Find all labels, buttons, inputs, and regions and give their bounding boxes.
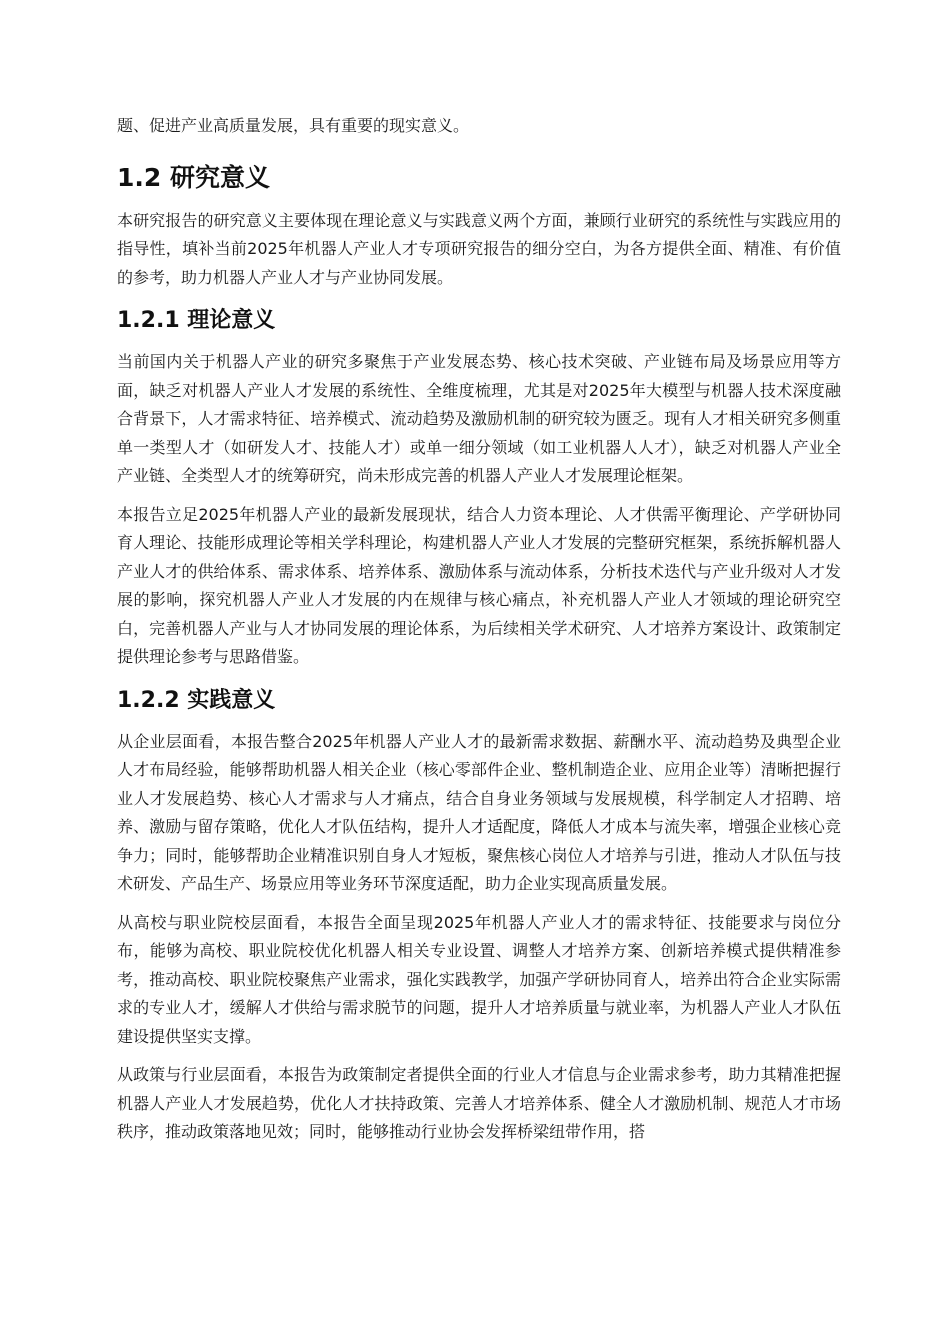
practical-paragraph-policy: 从政策与行业层面看，本报告为政策制定者提供全面的行业人才信息与企业需求参考，助力其精准把握机器人产业人才发展趋势，优化人才扶持政策、完善人才培养体系、健全人才激励机制、规范人才市场秩序，推动政策落地见效；同时，能够推动行业协会发挥桥梁纽带作用，搭 — [117, 1065, 841, 1141]
document-page — [117, 112, 841, 1157]
practical-paragraph-enterprise: 从企业层面看，本报告整合2025年机器人产业人才的最新需求数据、薪酬水平、流动趋势及典型企业人才布局经验，能够帮助机器人相关企业（核心零部件企业、整机制造企业、应用企业等）清晰把握行业人才发展趋势、核心人才需求与人才痛点，结合自身业务领域与发展规模，科学制定人才招聘、培养、激励与留存策略，优化人才队伍结构，提升人才适配度，降低人才成本与流失率，增强企业核心竞争力；同时，能够帮助企业精准识别自身人才短板，聚焦核心岗位人才培养与引进，推动人才队伍与技术研发、产品生产、场景应用等业务环节深度适配，助力企业实现高质量发展。 — [117, 731, 841, 893]
section-heading-theoretical-significance: 1.2.1 理论意义 — [117, 308, 276, 333]
intro-tail-paragraph: 题、促进产业高质量发展，具有重要的现实意义。 — [117, 116, 470, 135]
research-significance-paragraph: 本研究报告的研究意义主要体现在理论意义与实践意义两个方面，兼顾行业研究的系统性与实践应用的指导性，填补当前2025年机器人产业人才专项研究报告的细分空白，为各方提供全面、精准、有价值的参考，助力机器人产业人才与产业协同发展。 — [117, 210, 841, 287]
section-heading-research-significance: 1.2 研究意义 — [117, 162, 270, 192]
theoretical-paragraph-1: 当前国内关于机器人产业的研究多聚焦于产业发展态势、核心技术突破、产业链布局及场景应用等方面，缺乏对机器人产业人才发展的系统性、全维度梳理，尤其是对2025年大模型与机器人技术深度融合背景下，人才需求特征、培养模式、流动趋势及激励机制的研究较为匮乏。现有人才相关研究多侧重单一类型人才（如研发人才、技能人才）或单一细分领域（如工业机器人人才），缺乏对机器人产业全产业链、全类型人才的统筹研究，尚未形成完善的机器人产业人才发展理论框架。 — [117, 352, 841, 485]
theoretical-paragraph-2: 本报告立足2025年机器人产业的最新发展现状，结合人力资本理论、人才供需平衡理论、产学研协同育人理论、技能形成理论等相关学科理论，构建机器人产业人才发展的完整研究框架，系统拆解机器人产业人才的供给体系、需求体系、培养体系、激励体系与流动体系，分析技术迭代与产业升级对人才发展的影响，探究机器人产业人才发展的内在规律与核心痛点，补充机器人产业人才领域的理论研究空白，完善机器人产业与人才协同发展的理论体系，为后续相关学术研究、人才培养方案设计、政策制定提供理论参考与思路借鉴。 — [117, 504, 841, 666]
practical-paragraph-universities: 从高校与职业院校层面看，本报告全面呈现2025年机器人产业人才的需求特征、技能要求与岗位分布，能够为高校、职业院校优化机器人相关专业设置、调整人才培养方案、创新培养模式提供精准参考，推动高校、职业院校聚焦产业需求，强化实践教学，加强产学研协同育人，培养出符合企业实际需求的专业人才，缓解人才供给与需求脱节的问题，提升人才培养质量与就业率，为机器人产业人才队伍建设提供坚实支撑。 — [117, 912, 841, 1046]
section-heading-practical-significance: 1.2.2 实践意义 — [117, 687, 276, 713]
